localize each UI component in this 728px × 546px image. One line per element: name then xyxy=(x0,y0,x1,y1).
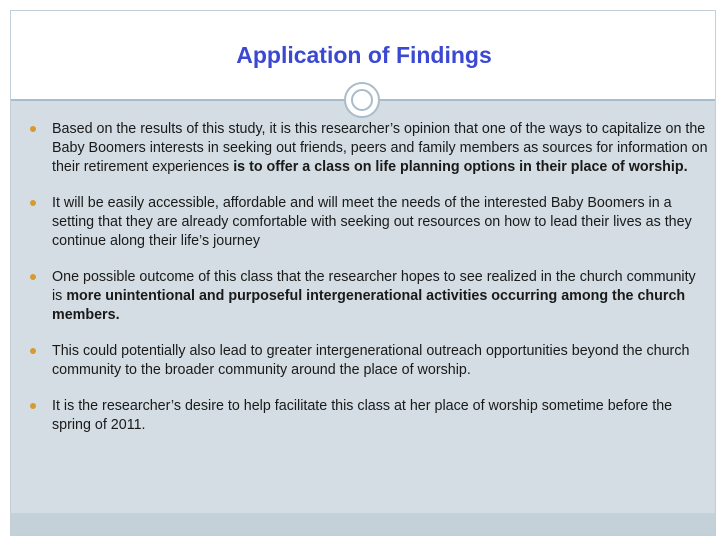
bullet-text: Based on the results of this study, it is this researcher’s opinion that one of the ways to capitalize on the Baby Boomers interests in seeking out friends, peers and family members as sources for information on their retirement experiences xyxy=(52,121,708,175)
bullet-dot-icon xyxy=(30,200,36,206)
bullet-item xyxy=(28,194,708,251)
bullet-list xyxy=(28,120,708,452)
bullet-item xyxy=(28,268,708,325)
bullet-item xyxy=(28,342,708,380)
bullet-text: It is the researcher’s desire to help facilitate this class at her place of worship sometime before the spring of 2011. xyxy=(52,398,673,433)
bullet-dot-icon xyxy=(30,348,36,354)
circle-ornament-icon xyxy=(344,82,380,118)
bullet-dot-icon xyxy=(30,126,36,132)
bullet-text: This could potentially also lead to greater intergenerational outreach opportunities beyond the church community to the broader community around the place of worship. xyxy=(52,343,690,378)
footer-band xyxy=(11,513,715,535)
bullet-dot-icon xyxy=(30,403,36,409)
slide-title: Application of Findings xyxy=(236,42,492,68)
bullet-dot-icon xyxy=(30,274,36,280)
circle-ornament-inner xyxy=(351,89,373,111)
bullet-item xyxy=(28,120,708,177)
bullet-text: It will be easily accessible, affordable and will meet the needs of the interested Baby Boomers in a setting that they are already comfortable with seeking out resources on how to lead their lives as they continue along their life’s journey xyxy=(52,195,692,249)
bullet-bold-text: more unintentional and purposeful intergenerational activities occurring among the church members. xyxy=(52,288,686,323)
bullet-item xyxy=(28,397,708,435)
bullet-bold-text: is to offer a class on life planning options in their place of worship. xyxy=(233,159,688,175)
bullet-text: One possible outcome of this class that the researcher hopes to see realized in the church community is xyxy=(52,269,696,304)
